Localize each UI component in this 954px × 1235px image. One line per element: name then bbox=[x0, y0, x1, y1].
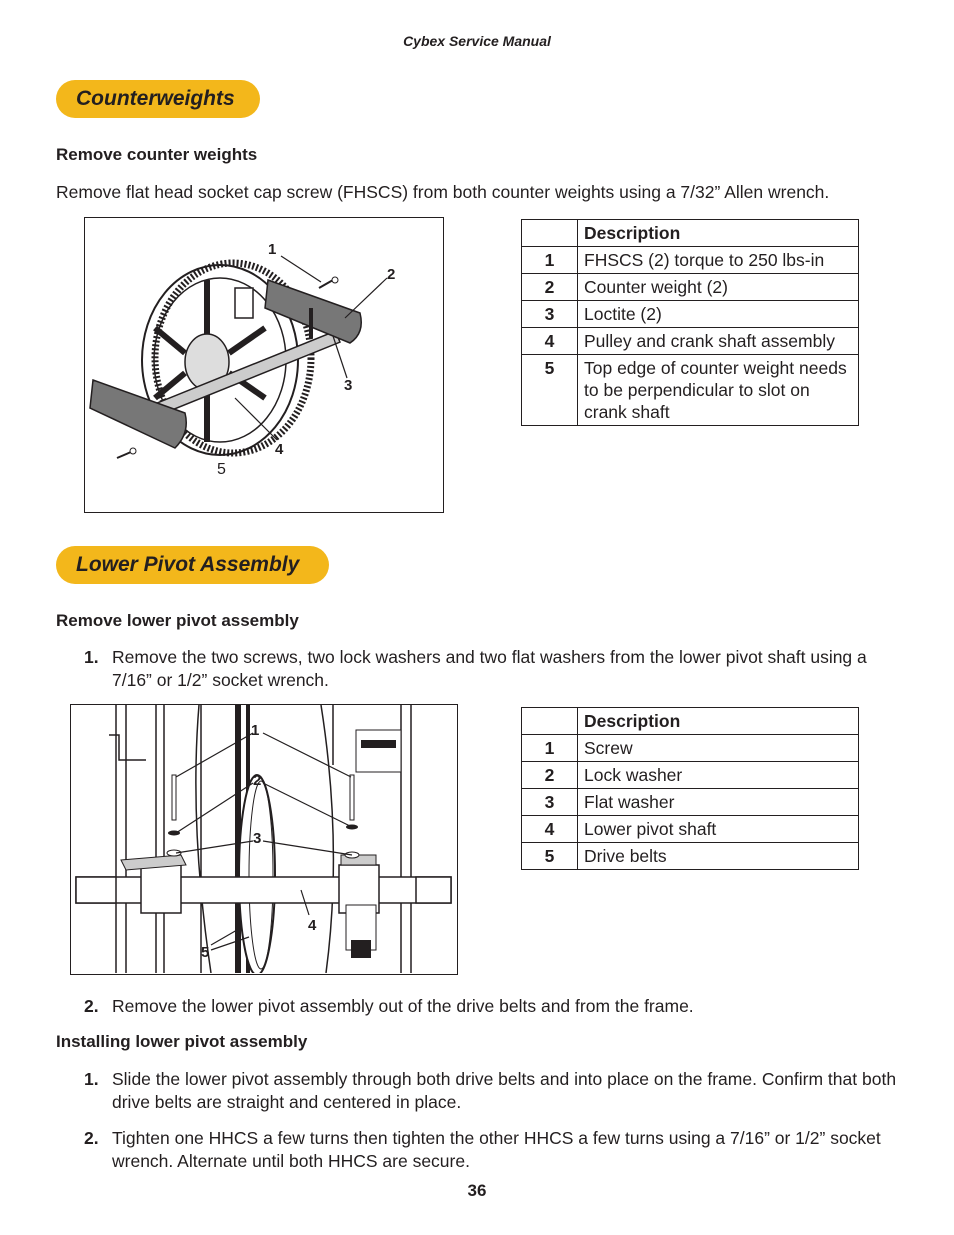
table-row: 2 Lock washer bbox=[522, 762, 859, 789]
remove-step-2: 2. Remove the lower pivot assembly out of the drive belts and from the frame. bbox=[84, 996, 694, 1016]
table-row: 4 Pulley and crank shaft assembly bbox=[522, 328, 859, 355]
counterweight-figure bbox=[84, 217, 444, 513]
lower-pivot-parts-table bbox=[521, 707, 859, 870]
table-row: 5 Top edge of counter weight needs to be perpendicular to slot on crank shaft bbox=[522, 355, 859, 426]
table-header: Description bbox=[578, 708, 859, 735]
callout-5: 5 bbox=[201, 944, 210, 961]
table-row: 3 Loctite (2) bbox=[522, 301, 859, 328]
install-step-2: 2. Tighten one HHCS a few turns then tighten the other HHCS a few turns using a 7/16” or 1/2” socket wrench. Alternate until both HHCS are secure. bbox=[84, 1128, 881, 1171]
page-number: 36 bbox=[467, 1181, 487, 1200]
callout-3: 3 bbox=[253, 830, 262, 847]
section-title-lower-pivot: Lower Pivot Assembly bbox=[56, 546, 329, 584]
callout-3: 3 bbox=[344, 377, 353, 394]
counterweight-illustration bbox=[85, 218, 442, 511]
subhead-remove-counter-weights: Remove counter weights bbox=[56, 145, 258, 164]
subhead-remove-lower-pivot: Remove lower pivot assembly bbox=[56, 611, 299, 630]
instruction-text: Remove flat head socket cap screw (FHSCS) from both counter weights using a 7/32” Allen wrench. bbox=[56, 182, 830, 202]
table-row: 4 Lower pivot shaft bbox=[522, 816, 859, 843]
callout-4: 4 bbox=[308, 917, 317, 934]
running-header: Cybex Service Manual bbox=[403, 33, 551, 49]
lower-pivot-figure bbox=[70, 704, 458, 975]
table-row: 1 FHSCS (2) torque to 250 lbs-in bbox=[522, 247, 859, 274]
callout-5: 5 bbox=[217, 461, 226, 478]
table-header-row bbox=[522, 220, 859, 247]
callout-2: 2 bbox=[253, 772, 262, 789]
callout-1: 1 bbox=[251, 722, 260, 739]
table-header: Description bbox=[578, 220, 859, 247]
lower-pivot-illustration bbox=[71, 705, 456, 973]
table-row: 3 Flat washer bbox=[522, 789, 859, 816]
callout-1: 1 bbox=[268, 241, 277, 258]
remove-step-1: 1. Remove the two screws, two lock washers and two flat washers from the lower pivot shaft using a 7/16” or 1/2” socket wrench. bbox=[84, 647, 867, 690]
table-header-row bbox=[522, 708, 859, 735]
callout-4: 4 bbox=[275, 441, 284, 458]
table-row: 2 Counter weight (2) bbox=[522, 274, 859, 301]
install-step-1: 1. Slide the lower pivot assembly through both drive belts and into place on the frame. Confirm that both drive belts are straight and centered in place. bbox=[84, 1069, 897, 1112]
counterweight-parts-table bbox=[521, 219, 859, 426]
section-title-counterweights: Counterweights bbox=[56, 80, 260, 118]
callout-2: 2 bbox=[387, 266, 396, 283]
table-row: 1 Screw bbox=[522, 735, 859, 762]
subhead-installing-lower-pivot: Installing lower pivot assembly bbox=[56, 1032, 308, 1051]
table-row: 5 Drive belts bbox=[522, 843, 859, 870]
